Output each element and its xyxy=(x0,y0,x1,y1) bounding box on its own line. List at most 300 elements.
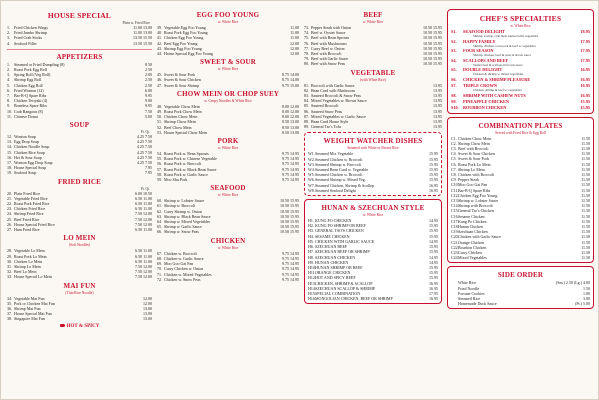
item-number: 18. xyxy=(7,165,12,171)
item-number: 51. xyxy=(157,119,162,125)
item-price: 9.75 15.00 xyxy=(282,82,299,88)
item-number: 25. xyxy=(7,216,12,222)
item-price: 13.95 xyxy=(433,108,442,114)
item-number: 23. xyxy=(7,206,12,212)
item-price: 10.50 15.95 xyxy=(280,213,299,219)
item-name: Chicken Egg Foo Young xyxy=(164,35,204,41)
item-name: Shrimp Chow Mein xyxy=(164,119,196,125)
item-name: KUNG PO CHICKEN xyxy=(315,218,352,224)
item-price: 15.95 xyxy=(429,161,438,167)
item-price: 11.00 13.00 xyxy=(133,30,152,36)
item-name: General Tso's Tofu xyxy=(311,124,342,130)
item-price: 11.50 xyxy=(581,151,590,157)
item-description: Shrimp, chicken, beef & pork in brown sauce xyxy=(473,53,531,58)
item-price: 13.95 xyxy=(433,82,442,88)
item-name: Chicken with Garlic Sauce xyxy=(458,234,501,240)
item-number: 71. xyxy=(157,271,162,277)
item-price: 17.95 xyxy=(580,57,590,63)
item-name: Steamed or Fried Dumpling (8) xyxy=(14,61,65,67)
item-name: Mixed Vegetables w. Brown Sauce xyxy=(311,98,367,104)
item-price: 16.95 xyxy=(580,76,590,82)
item-name: Sauteed Snow Peas xyxy=(311,108,343,114)
item-price: 9.95 xyxy=(145,93,152,99)
item-number: S4. xyxy=(451,57,457,63)
item-number: C2. xyxy=(451,140,457,146)
item-price: 9.00 xyxy=(145,98,152,104)
item-number: 52. xyxy=(157,124,162,130)
item-price: 9.75 14.95 xyxy=(282,255,299,261)
item-number: 80. xyxy=(304,61,309,67)
weight-watcher-sub: Steamed with White or Brown Rice xyxy=(347,146,399,151)
item-price: 8.75 14.00 xyxy=(282,77,299,83)
chow-mein-list xyxy=(157,104,299,135)
item-name: Roast Pork w. Bean Sprouts xyxy=(164,151,209,157)
item-price: 17.95 xyxy=(580,38,590,44)
item-name: Bourbon Chicken xyxy=(458,244,487,250)
soup-list xyxy=(7,134,152,176)
item-name: Beef with Garlic Sauce xyxy=(311,56,349,62)
beef-title: BEEF xyxy=(363,11,383,19)
chefs-title: CHEF'S SPECIALTIES xyxy=(479,14,562,23)
weight-watcher-list xyxy=(308,151,438,193)
item-price: 4.25 7.50 xyxy=(137,160,152,166)
item-name: Broccoli with Garlic Sauce xyxy=(311,82,355,88)
item-name: Sesame Chicken xyxy=(458,213,485,219)
item-price: 12.00 xyxy=(143,295,152,301)
item-name: Beef Fried Rice xyxy=(14,216,40,222)
item-price: 13.95 xyxy=(433,87,442,93)
chicken-sub: w. White Rice xyxy=(217,245,239,250)
item-number: H6. xyxy=(308,244,314,250)
item-number: 70. xyxy=(157,266,162,272)
item-number: S3. xyxy=(451,48,457,54)
seafood-sub: w. White Rice xyxy=(217,193,239,198)
item-number: 37. xyxy=(7,311,12,317)
item-name: Chicken Chow Mein xyxy=(458,135,492,141)
side-order-box xyxy=(447,266,594,309)
item-price: 6.00 10.50 xyxy=(135,190,152,196)
item-number: 62. xyxy=(157,208,162,214)
item-price: 16.95 xyxy=(580,92,590,98)
column-3 xyxy=(304,9,442,391)
menu-item xyxy=(451,301,590,306)
item-number: S9. xyxy=(451,98,457,104)
vegetable-title: VEGETABLE xyxy=(350,68,396,77)
item-name: House Special Mai Fun xyxy=(14,311,52,317)
item-number: 35. xyxy=(7,300,12,306)
item-number: C22. xyxy=(451,244,459,250)
item-price: 11.50 xyxy=(581,156,590,162)
side-order-list xyxy=(451,280,590,306)
item-number: C9. xyxy=(451,177,457,183)
item-name: Steamed Shrimp w. Broccoli xyxy=(315,161,361,167)
item-price: 10.50 15.95 xyxy=(280,219,299,225)
item-name: Kung Po Chicken xyxy=(458,218,487,224)
item-number: 66. xyxy=(157,229,162,235)
item-name: TRIPLE CROWN xyxy=(463,82,498,88)
column-4 xyxy=(447,9,594,391)
item-name: Beef Lo Mein xyxy=(14,269,37,275)
item-number: 63. xyxy=(157,213,162,219)
combo-title: COMBINATION PLATES xyxy=(478,121,563,130)
item-name: DOUBLE DELIGHT xyxy=(463,67,503,73)
chicken-title: CHICKEN xyxy=(210,236,246,245)
item-name: Shrimp w. Mixed Vegetables xyxy=(164,219,211,225)
item-number: C15. xyxy=(451,208,459,214)
item-price: 7.95 xyxy=(145,170,152,176)
house-special-title: HOUSE SPECIAL xyxy=(47,11,112,20)
item-number: H1. xyxy=(308,218,314,224)
menu-item xyxy=(308,296,438,301)
item-number: 60. xyxy=(157,198,162,204)
item-name: Wonton Soup xyxy=(14,134,36,140)
item-number: C10. xyxy=(451,182,459,188)
egg-foo-young-list xyxy=(157,25,299,56)
egg-foo-young-sub: w. White Rice xyxy=(217,20,239,24)
vegetable-sub: (with White Rice) xyxy=(360,77,386,82)
item-name: Chicken w. Garlic Sauce xyxy=(164,255,204,261)
item-number: 34. xyxy=(7,295,12,301)
soup-header: Pt. Qt. xyxy=(140,130,150,135)
item-price: 4.25 7.50 xyxy=(137,139,152,145)
item-name: Chicken Egg Roll xyxy=(14,82,43,88)
pork-title: PORK xyxy=(217,137,239,146)
item-name: Moo Goo Gai Pan xyxy=(164,261,194,267)
combo-sub: Served with Fried Rice & Egg Roll xyxy=(495,130,546,135)
item-number: 1. xyxy=(7,25,10,30)
item-number: 9. xyxy=(7,103,10,109)
item-number: H11. xyxy=(308,270,316,276)
item-name: Vegetable Chow Mein xyxy=(164,103,200,109)
combo-list xyxy=(451,136,590,261)
item-price: 13.95 xyxy=(433,93,442,99)
item-name: Shrimp w. Black Bean Sauce xyxy=(164,213,211,219)
item-description: Chicken & shrimp w. mixed vegetables xyxy=(473,72,524,77)
item-number: 40. xyxy=(157,30,162,36)
item-price: 6.50 11.00 xyxy=(135,206,152,212)
item-name: Chicken Teriyaki (4) xyxy=(14,98,48,104)
house-special-list xyxy=(7,25,152,46)
item-number: S1. xyxy=(451,29,457,34)
item-price: 10.50 15.95 xyxy=(423,35,442,41)
item-name: Bean Curd Home Style xyxy=(311,119,349,125)
item-name: PINEAPPLE CHICKEN xyxy=(463,98,509,104)
item-price: 15.95 xyxy=(429,264,438,270)
item-name: Sweet & Sour Chicken xyxy=(164,77,201,83)
item-number: 89. xyxy=(304,124,309,130)
menu-item xyxy=(7,274,152,279)
item-description: Shrimp, chicken, roast pork & beef w. vegetables xyxy=(473,43,536,48)
item-number: 59. xyxy=(157,177,162,183)
item-price: 15.95 xyxy=(429,156,438,162)
item-price: 8.00 12.00 xyxy=(282,103,299,109)
lo-mein-title: LO MEIN xyxy=(63,234,96,243)
item-name: Steamed Rice xyxy=(458,296,481,302)
item-number: 54. xyxy=(157,151,162,157)
item-name: Chicken Egg Foo Young xyxy=(458,192,498,198)
item-price: 6.50 11.00 xyxy=(135,253,152,259)
item-name: ORANGE CHICKEN xyxy=(315,270,351,276)
combo-box xyxy=(447,117,594,264)
item-price: 9.75 14.95 xyxy=(282,161,299,167)
house-special-header: Plain w. Fried Rice xyxy=(122,21,150,25)
item-name: Egg Drop Soup xyxy=(14,139,39,145)
divider xyxy=(7,49,152,50)
item-name: Shrimp Egg Foo Young xyxy=(164,45,202,51)
item-number: H2. xyxy=(308,223,314,229)
item-name: Curry Beef w. Onion xyxy=(311,45,345,51)
item-number: H14. xyxy=(308,285,316,291)
item-number: W7. xyxy=(308,182,315,188)
item-number: 44. xyxy=(157,51,162,57)
item-number: 3. xyxy=(7,35,10,41)
hunan-title: HUNAN & SZECHUAN STYLE xyxy=(321,204,425,213)
item-name: SZECHUAN SCALLOP & SHRIMP xyxy=(315,285,375,291)
item-price: 11.50 xyxy=(581,224,590,230)
item-number: 31. xyxy=(7,263,12,269)
item-price: 15.95 xyxy=(429,233,438,239)
item-price: 10.50 15.95 xyxy=(423,51,442,57)
item-name: Shrimp with Broccoli xyxy=(458,203,493,209)
item-price: 7.50 12.00 xyxy=(135,211,152,217)
item-price: 11.50 xyxy=(581,177,590,183)
item-name: Fortune Cookies xyxy=(458,290,485,296)
chow-mein-title: CHOW MEIN OR CHOP SUEY xyxy=(176,89,280,98)
item-number: 3. xyxy=(7,72,10,78)
side-order-title: SIDE ORDER xyxy=(497,271,544,280)
item-price: 15.95 xyxy=(580,104,590,110)
item-number: C19. xyxy=(451,229,459,235)
chefs-specialties-box xyxy=(447,9,594,114)
item-name: SPECIAL COMBINATION xyxy=(315,290,361,296)
item-number: H5. xyxy=(308,238,314,244)
item-name: Steamed Seafood Delight xyxy=(315,187,356,193)
item-number: 45. xyxy=(157,72,162,78)
item-name: Shrimp Fried Rice xyxy=(14,211,44,217)
item-price: 11.50 xyxy=(581,234,590,240)
item-number: 77. xyxy=(304,45,309,51)
item-number: 75. xyxy=(304,35,309,41)
item-name: Vegetable Egg Foo Young xyxy=(164,25,206,30)
item-number: H12. xyxy=(308,275,316,281)
item-name: Roast Pork Chow Mein xyxy=(164,109,202,115)
item-name: Hot & Sour Soup xyxy=(14,154,42,160)
item-price: 11.50 xyxy=(581,187,590,193)
item-price: 13.50 15.50 xyxy=(133,40,152,46)
item-price: 9.75 14.95 xyxy=(282,151,299,157)
item-name: Seafood Soup xyxy=(14,170,37,176)
item-name: Fried Chicken Wings xyxy=(14,25,48,30)
item-description: Chicken, shrimp & beef w. vegetables xyxy=(473,87,522,92)
item-name: Orange Chicken xyxy=(458,239,485,245)
item-price: 15.95 xyxy=(429,177,438,183)
item-price: 6.50 11.00 xyxy=(135,195,152,201)
item-price: 12.00 xyxy=(290,45,299,51)
weight-watcher-box xyxy=(304,132,442,196)
menu-item xyxy=(451,255,590,260)
item-number: 2. xyxy=(7,30,10,36)
item-number: 76. xyxy=(304,40,309,46)
item-price: 8.50 xyxy=(145,61,152,67)
menu-item xyxy=(157,277,299,282)
item-price: 10.50 15.95 xyxy=(423,25,442,30)
menu-item xyxy=(308,188,438,193)
item-price: 10.50 15.95 xyxy=(423,56,442,62)
item-number: 26. xyxy=(7,221,12,227)
item-price: 16.95 xyxy=(429,182,438,188)
item-price: 14.95 xyxy=(429,259,438,265)
item-name: House Special Chow Mein xyxy=(164,129,207,135)
item-price: 11.50 xyxy=(581,229,590,235)
item-number: 65. xyxy=(157,224,162,230)
item-name: Beef with Mushrooms xyxy=(311,40,347,46)
item-name: Chicken Chow Mein xyxy=(164,114,198,120)
item-name: SHRIMP WITH CASHEW NUTS xyxy=(463,92,526,98)
item-name: Sauteed Broccoli & Snow Peas xyxy=(311,93,361,99)
item-number: 4. xyxy=(7,40,10,46)
menu-item xyxy=(7,114,152,119)
item-number: 29. xyxy=(7,253,12,259)
item-name: HOT AND SPICY BEEF xyxy=(315,275,356,281)
item-price: 13.00 xyxy=(143,305,152,311)
item-price: 11.00 xyxy=(290,35,299,41)
item-number: 16. xyxy=(7,154,12,160)
item-name: Szechuan Chicken xyxy=(458,229,488,235)
item-name: Beef Egg Foo Young xyxy=(164,40,198,46)
item-number: 15. xyxy=(7,149,12,155)
item-price: 11.50 xyxy=(581,192,590,198)
menu-item xyxy=(157,130,299,135)
item-number: H15. xyxy=(308,290,316,296)
item-price: 15.95 xyxy=(429,167,438,173)
item-number: H9. xyxy=(308,259,314,265)
item-number: C18. xyxy=(451,224,459,230)
item-price: 9.75 14.95 xyxy=(282,276,299,282)
item-name: Plain Fried Rice xyxy=(14,190,40,196)
item-number: 14. xyxy=(7,144,12,150)
mai-fun-sub: (Thin Rice Noodle) xyxy=(65,290,94,295)
item-number: 33. xyxy=(7,274,12,280)
item-number: 85. xyxy=(304,103,309,109)
item-number: 43. xyxy=(157,45,162,51)
item-number: C13. xyxy=(451,198,459,203)
hot-spicy-legend xyxy=(7,324,152,329)
item-price: 7.50 12.00 xyxy=(135,269,152,275)
item-number: S10. xyxy=(451,104,459,110)
item-description: Tender beef & scallops in brown sauce xyxy=(473,62,523,67)
item-number: 68. xyxy=(157,255,162,261)
item-number: 4. xyxy=(7,77,10,83)
item-price: 13.95 xyxy=(433,113,442,119)
item-name: SZECHUAN BEEF OR SHRIMP xyxy=(315,249,370,255)
item-name: General Tso's Chicken xyxy=(458,208,494,214)
item-name: HUNAN SHRIMP OR BEEF xyxy=(315,264,363,270)
item-name: Chicken w. Broccoli xyxy=(164,250,197,256)
item-name: Roast Pork w. Garlic Sauce xyxy=(164,171,208,177)
menu-item xyxy=(7,170,152,175)
menu-item xyxy=(7,316,152,321)
item-price: 16.95 xyxy=(580,67,590,73)
fried-rice-title: FRIED RICE xyxy=(57,177,102,186)
item-name: Bean Curd with Mushroom xyxy=(311,87,355,93)
item-number: 2. xyxy=(7,67,10,73)
menu-item xyxy=(157,51,299,56)
item-name: House Special Fried Rice xyxy=(14,221,55,227)
item-name: Sweet & Sour Pork xyxy=(164,72,195,78)
item-price: 11.50 xyxy=(581,140,590,146)
item-number: 57. xyxy=(157,166,162,172)
item-name: Beef with Broccoli xyxy=(458,145,489,151)
item-price: 11.00 xyxy=(290,30,299,36)
item-name: KUNG PO SHRIMP OR BEEF xyxy=(315,223,366,229)
item-number: 74. xyxy=(304,30,309,36)
item-number: C24. xyxy=(451,255,459,261)
item-name: Roast Pork w. Black Bean Sauce xyxy=(164,166,217,172)
item-name: Roast Pork Lo Mein xyxy=(458,161,491,167)
item-name: House Special Egg Foo Young xyxy=(164,51,214,57)
item-number: C4. xyxy=(451,151,457,157)
item-price: (Sm.) 2.50 (Lg.) 4.00 xyxy=(555,280,590,286)
item-price: 11.50 xyxy=(581,171,590,177)
item-number: C16. xyxy=(451,213,459,219)
item-name: SCALLOPS AND BEEF xyxy=(463,57,509,63)
menu-item xyxy=(157,229,299,234)
item-number: 88. xyxy=(304,119,309,125)
fried-rice-list xyxy=(7,191,152,233)
item-name: Steamed Mix Vegetable xyxy=(315,151,354,157)
item-number: 56. xyxy=(157,161,162,167)
item-price: 10.50 15.95 xyxy=(423,45,442,51)
item-price: 16.95 xyxy=(580,82,590,88)
item-price: 9.75 14.95 xyxy=(282,250,299,256)
item-price: 11.50 xyxy=(581,250,590,256)
item-price: 8.50 13.00 xyxy=(282,129,299,135)
item-price: 16.95 xyxy=(429,187,438,193)
item-price: 4.25 7.50 xyxy=(137,144,152,150)
pork-list xyxy=(157,151,299,182)
item-name: Hunan Chicken xyxy=(458,224,483,230)
item-price: 2.00 xyxy=(145,72,152,78)
item-name: Curry Shrimp w. Onion xyxy=(164,208,202,214)
item-name: Curry Chicken xyxy=(458,250,482,256)
item-price: 17.95 xyxy=(429,290,438,296)
item-name: Crab Rangoon (8) xyxy=(14,108,43,114)
seafood-list xyxy=(157,198,299,234)
item-number: 50. xyxy=(157,114,162,120)
item-number: S5. xyxy=(451,67,457,73)
item-number: 7. xyxy=(7,93,10,99)
item-price: 7.50 12.00 xyxy=(135,263,152,269)
item-number: 8. xyxy=(7,98,10,104)
item-number: 30. xyxy=(7,258,12,264)
item-number: S7. xyxy=(451,82,457,88)
hunan-sub: w. White Rice xyxy=(362,213,384,218)
item-number: W3. xyxy=(308,161,315,167)
vegetable-list xyxy=(304,83,442,130)
item-name: Shrimp Lo Mein xyxy=(14,263,41,269)
item-name: CHICKEN WITH GARLIC SAUCE xyxy=(315,238,375,244)
item-price: 8.50 13.00 xyxy=(282,119,299,125)
item-price: 3.00 xyxy=(583,296,590,302)
item-price: 15.95 xyxy=(429,275,438,281)
item-price: 15.95 xyxy=(429,244,438,250)
item-price: 9.75 14.95 xyxy=(282,166,299,172)
item-number: 11. xyxy=(7,113,12,119)
item-number: 17. xyxy=(7,160,12,166)
item-name: Moo Goo Gai Pan xyxy=(458,182,488,188)
item-price: 10.50 15.95 xyxy=(280,229,299,235)
item-price: 7.50 xyxy=(145,108,152,114)
